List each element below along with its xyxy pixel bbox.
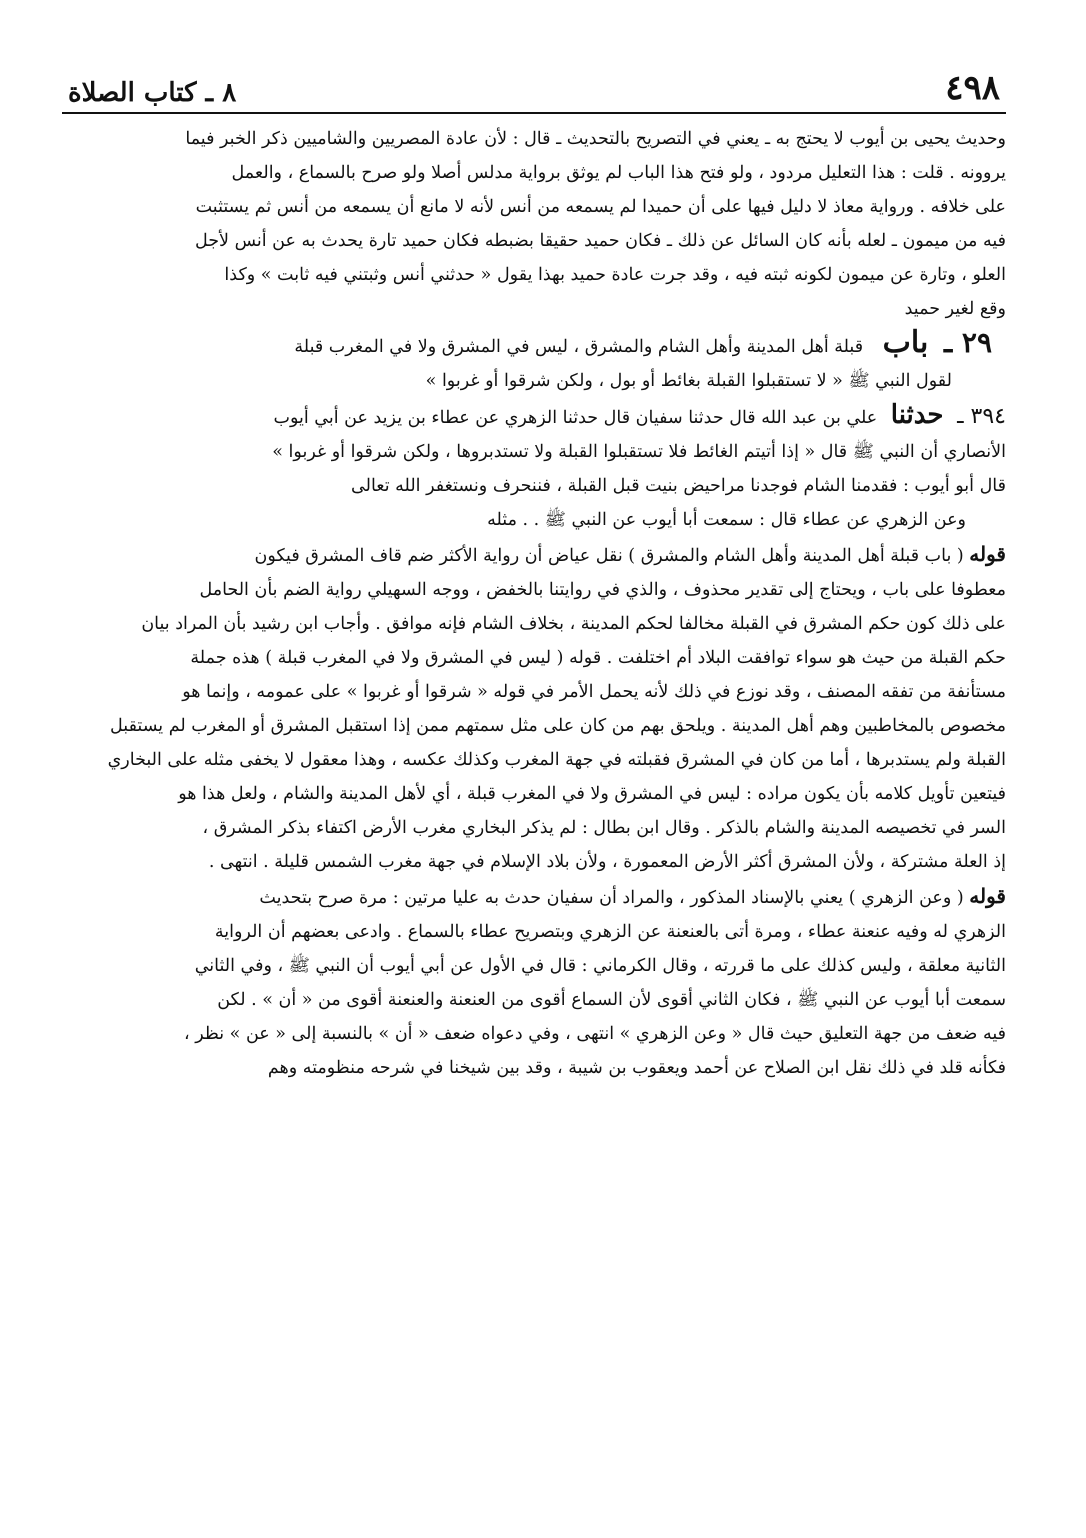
commentary-line: القبلة ولم يستدبرها ، أما من كان في المشرق فقبلته في جهة المغرب وكذلك عكسه ، وهذا معقول لا يخفى مثله على البخاري [107, 750, 1006, 770]
hadith-text [62, 398, 1006, 537]
chapter-subtitle: لقول النبي ﷺ « لا تستقبلوا القبلة بغائط أو بول ، ولكن شرقوا أو غربوا » [425, 371, 952, 391]
hadith-number: ٣٩٤ ـ [957, 404, 1006, 429]
text-line: وقع لغير حميد [904, 299, 1006, 319]
hadith-line: وعن الزهري عن عطاء قال : سمعت أبا أيوب عن النبي ﷺ . . مثله [487, 510, 966, 530]
commentary-line: الثانية معلقة ، وليس كذلك على ما قررته ، وقال الكرماني : قال في الأول عن أبي أيوب أن النبي ﷺ ، وفي الثاني [194, 956, 1006, 976]
text-line: على خلافه . ورواية معاذ لا دليل فيها على أن حميدا لم يسمعه من أنس لأنه لا مانع أن يسمعه من أنس ثم يستثبت [195, 197, 1006, 217]
qawluhu-marker: قوله [969, 884, 1006, 908]
intro-paragraph [62, 122, 1006, 326]
qawluhu-marker: قوله [969, 542, 1006, 566]
chapter-title: قبلة أهل المدينة وأهل الشام والمشرق ، ليس في المشرق ولا في المغرب قبلة [294, 337, 864, 357]
commentary-line: إذ العلة مشتركة ، ولأن المشرق أكثر الأرض المعمورة ، ولأن بلاد الإسلام في جهة مغرب الشمس قليلة . انتهى . [208, 852, 1006, 872]
text-line: العلو ، وتارة عن ميمون لكونه ثبته فيه ، وقد جرت عادة حميد بهذا يقول « حدثني أنس وثبتني فيه ثابت » وكذا [224, 265, 1006, 285]
commentary-line: السر في تخصيصه المدينة والشام بالذكر . وقال ابن بطال : لم يذكر البخاري مغرب الأرض اكتفاء بذكر المشرق ، [202, 818, 1006, 838]
book-title: ٨ ـ كتاب الصلاة [68, 78, 237, 108]
commentary-line: فيه ضعف من جهة التعليق حيث قال « وعن الزهري » انتهى ، وفي دعواه ضعف « أن » بالنسبة إلى « عن » نظر ، [184, 1024, 1006, 1044]
commentary-line: فكأنه قلد في ذلك نقل ابن الصلاح عن أحمد ويعقوب بن شيبة ، وقد بين شيخنا في شرحه منظومته وهم [267, 1058, 1006, 1078]
commentary-line: سمعت أبا أيوب عن النبي ﷺ ، فكان الثاني أقوى لأن السماع أقوى من العنعنة والعنعنة أقوى من « أن » . لكن [217, 990, 1006, 1010]
text-line: يروونه . قلت : هذا التعليل مردود ، ولو فتح هذا الباب لم يوثق برواية مدلس أصلا ولو صرح بالسماع ، والعمل [231, 163, 1006, 183]
chapter-keyword: باب [882, 325, 929, 360]
commentary-line: قوله ( وعن الزهري ) يعني بالإسناد المذكور ، والمراد أن سفيان حدث به عليا مرتين : مرة صرح بتحديث [259, 884, 1006, 908]
commentary-line: مخصوص بالمخاطبين وهم أهل المدينة . ويلحق بهم من كان على مثل سمتهم ممن إذا استقبل المشرق أو المغرب لم يستقبل [110, 716, 1006, 736]
book-page [62, 58, 1006, 1085]
commentary-line: فيتعين تأويل كلامه بأن يكون مراده : ليس في المشرق ولا في المغرب قبلة ، أي لأهل المدينة والشام ، ولعل هذا هو [178, 784, 1006, 804]
commentary-line: حكم القبلة من حيث هو سواء توافقت البلاد أم اختلفت . قوله ( ليس في المشرق ولا في المغرب قبلة ) هذه جملة [190, 648, 1006, 668]
hadith-line: الأنصاري أن النبي ﷺ قال « إذا أتيتم الغائط فلا تستقبلوا القبلة ولا تستدبروها ، ولكن شرقوا أو غربوا » [272, 442, 1006, 462]
commentary-line: على ذلك كون حكم المشرق في القبلة مخالفا لحكم المدينة ، بخلاف الشام فإنه موافق . وأجاب ابن رشيد بأن المراد بيان [141, 614, 1006, 634]
commentary-line: الزهري له وفيه عنعنة عطاء ، ومرة أتى بالعنعنة عن الزهري وبتصريح عطاء بالسماع . وادعى بعضهم أن الرواية [214, 922, 1006, 942]
commentary-line: مستأنفة من تفقه المصنف ، وقد نوزع في ذلك لأنه يحمل الأمر في قوله « شرقوا أو غربوا » على عمومه ، وإنما هو [182, 682, 1006, 702]
page-header [62, 58, 1006, 114]
hadith-line: قال أبو أيوب : فقدمنا الشام فوجدنا مراحيض بنيت قبل القبلة ، فننحرف ونستغفر الله تعالى [351, 476, 1006, 496]
chapter-number: ٢٩ ـ [943, 326, 992, 359]
page-number: ٤٩٨ [945, 68, 1000, 108]
text-line: فيه من ميمون ـ لعله بأنه كان السائل عن ذلك ـ فكان حميد حقيقا بضبطه فكان حميد تارة يحدث به عن أنس لأجل [194, 231, 1006, 251]
hadith-isnad: علي بن عبد الله قال حدثنا سفيان قال حدثنا الزهري عن عطاء بن يزيد عن أبي أيوب [273, 408, 878, 428]
commentary-line: قوله ( باب قبلة أهل المدينة وأهل الشام والمشرق ) نقل عياض أن رواية الأكثر ضم قاف المشرق فيكون [254, 542, 1006, 566]
commentary-line: معطوفا على باب ، ويحتاج إلى تقدير محذوف ، والذي في روايتنا بالخفض ، ووجه السهيلي رواية الضم بأن الحامل [199, 580, 1006, 600]
text-line: وحديث يحيى بن أيوب لا يحتج به ـ يعني في التصريح بالتحديث ـ قال : لأن عادة المصريين والشاميين ذكر الخبر فيما [185, 129, 1006, 149]
chapter-heading [62, 326, 1006, 398]
hadith-keyword: حدثنا [890, 400, 944, 430]
commentary [62, 537, 1006, 1085]
